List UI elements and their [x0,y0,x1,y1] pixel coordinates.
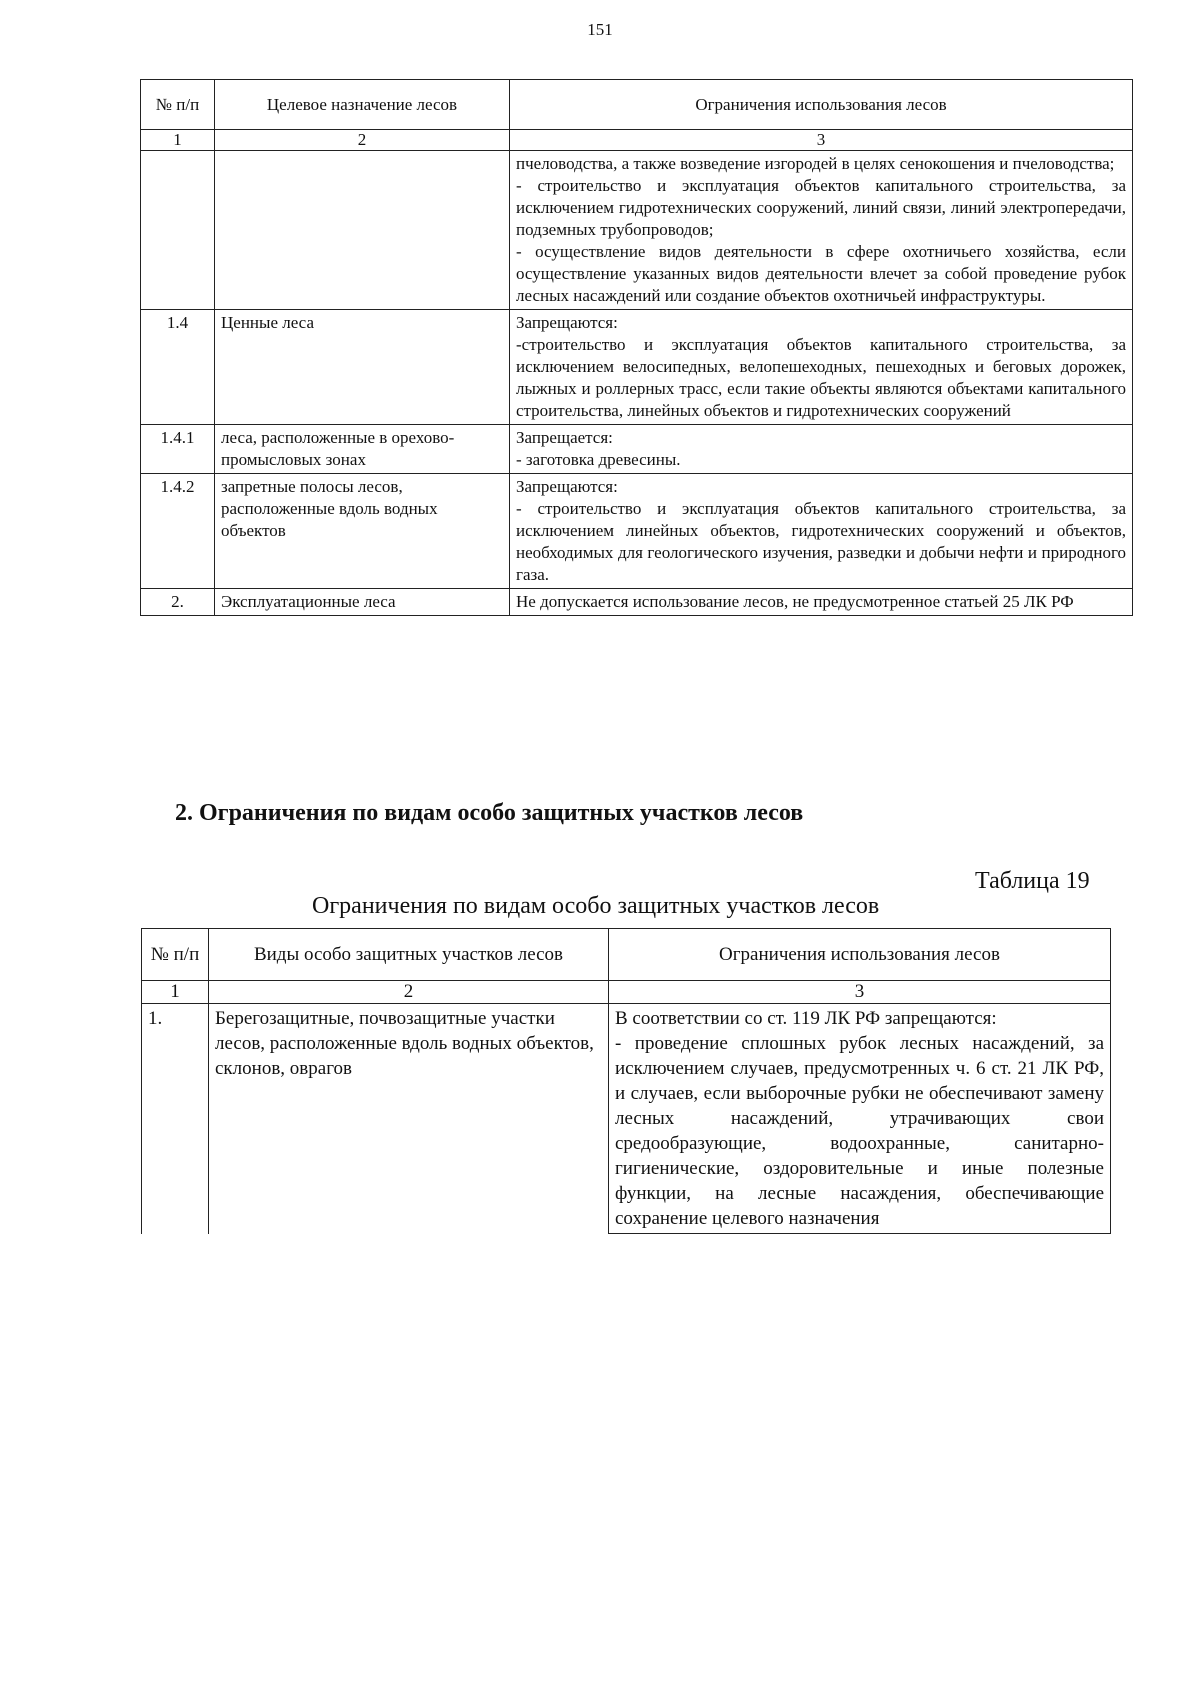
column-number: 3 [510,130,1133,151]
restriction-text: - осуществление видов деятельности в сфере охотничьего хозяйства, если осуществление указанных видов деятельности влечет за собой проведение рубок лесных насаждений или создание объектов охотничьей инфраструктуры. [516,242,1126,305]
restriction-text: Не допускается использование лесов, не предусмотренное статьей 25 ЛК РФ [516,592,1074,611]
restriction-text: - строительство и эксплуатация объектов капитального строительства, за исключением гидротехнических сооружений, линий связи, линий электропередачи, подземных трубопроводов; [516,176,1126,239]
table-row [141,474,1133,589]
column-number: 1 [142,981,209,1004]
restriction-text: -строительство и эксплуатация объектов капитального строительства, за исключением велосипедных, велопешеходных, пешеходных и беговых дорожек, лыжных и роллерных трасс, если такие объекты являются объектами капитального строительства, линейных объектов и гидротехнических сооружений [516,335,1126,420]
row-restrictions [510,474,1133,589]
table-row [141,589,1133,616]
row-number: 1.4 [141,310,215,425]
page-number: 151 [587,20,613,39]
row-restrictions [510,151,1133,310]
forest-purpose-restrictions-table [140,79,1133,616]
restriction-text: Запрещается: [516,428,613,447]
row-restrictions [510,310,1133,425]
header-number: № п/п [141,80,215,130]
restriction-text: Запрещаются: [516,313,618,332]
restriction-text: В соответствии со ст. 119 ЛК РФ запрещаются: [615,1008,997,1029]
row-purpose: леса, расположенные в орехово-промысловых зонах [215,425,510,474]
header-purpose: Целевое назначение лесов [215,80,510,130]
row-number: 1.4.1 [141,425,215,474]
table-row [141,425,1133,474]
protective-areas-restrictions-table [141,928,1111,1234]
restriction-text: Запрещаются: [516,477,618,496]
row-restrictions [609,1004,1111,1234]
header-area-type: Виды особо защитных участков лесов [209,929,609,981]
header-number: № п/п [142,929,209,981]
table-label: Таблица 19 [975,868,1090,894]
table-row [141,151,1133,310]
table-row [141,310,1133,425]
row-purpose: запретные полосы лесов, расположенные вдоль водных объектов [215,474,510,589]
table-title: Ограничения по видам особо защитных участков лесов [312,893,880,919]
section-heading: 2. Ограничения по видам особо защитных участков лесов [175,800,804,826]
table-row [142,1004,1111,1234]
restriction-text: пчеловодства, а также возведение изгородей в целях сенокошения и пчеловодства; [516,154,1115,173]
row-restrictions [510,589,1133,616]
row-number: 2. [141,589,215,616]
table-header-row [141,80,1133,130]
restriction-text: - заготовка древесины. [516,450,681,469]
restriction-text: - проведение сплошных рубок лесных насаждений, за исключением случаев, предусмотренных ч. 6 ст. 21 ЛК РФ, и случаев, если выборочные рубки не обеспечивают замену лесных насаждений, утрачивающих свои средообразующие, водоохранные, санитарно-гигиенические, оздоровительные и иные полезные функции, на лесные насаждения, обеспечивающие сохранение целевого назначения [615,1033,1104,1229]
column-number: 2 [215,130,510,151]
row-purpose: Эксплуатационные леса [215,589,510,616]
column-number: 3 [609,981,1111,1004]
restriction-text: - строительство и эксплуатация объектов капитального строительства, за исключением линейных объектов, гидротехнических сооружений и объектов, необходимых для геологического изучения, разведки и добычи нефти и природного газа. [516,499,1126,584]
column-number: 2 [209,981,609,1004]
column-number-row [142,981,1111,1004]
table-header-row [142,929,1111,981]
row-purpose [215,151,510,310]
row-number: 1. [142,1004,209,1234]
column-number-row [141,130,1133,151]
row-area-type: Берегозащитные, почвозащитные участки лесов, расположенные вдоль водных объектов, склонов, оврагов [209,1004,609,1234]
row-purpose: Ценные леса [215,310,510,425]
row-number: 1.4.2 [141,474,215,589]
header-restrictions: Ограничения использования лесов [510,80,1133,130]
column-number: 1 [141,130,215,151]
row-restrictions [510,425,1133,474]
row-number [141,151,215,310]
header-restrictions: Ограничения использования лесов [609,929,1111,981]
